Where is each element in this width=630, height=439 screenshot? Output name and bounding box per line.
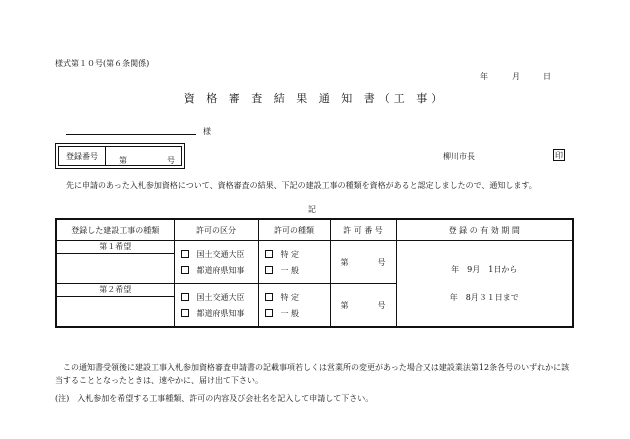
table-header-row	[56, 219, 573, 241]
issuer-name: 柳川市長	[443, 152, 475, 161]
shurui-1b-checkbox[interactable]	[265, 266, 273, 274]
date-day-label: 日	[543, 72, 551, 81]
validity-period	[396, 241, 573, 328]
date-month-label: 月	[512, 72, 520, 81]
header-period: 登 録 の 有 効 期 間	[396, 219, 573, 241]
addressee-suffix: 様	[203, 127, 211, 136]
registration-go: 号	[167, 156, 175, 165]
permit-2-go: 号	[377, 300, 386, 310]
shurui-2a-label: 特 定	[280, 292, 300, 302]
date-year-label: 年	[480, 72, 488, 81]
permit-no-1[interactable]	[331, 257, 396, 268]
shurui-1a-label: 特 定	[280, 249, 300, 259]
pref-2-label: 第２希望	[57, 284, 174, 297]
table-row	[56, 241, 573, 284]
pref-1-label: 第１希望	[57, 241, 174, 254]
shurui-2a-checkbox[interactable]	[265, 293, 273, 301]
registration-dai: 第	[119, 156, 127, 165]
shurui-1b-label: 一 般	[280, 265, 300, 275]
document-title: 資 格 審 査 結 果 通 知 書（工 事）	[183, 92, 447, 105]
addressee-line[interactable]	[66, 134, 196, 135]
header-kubun: 許可の区分	[174, 219, 258, 241]
shurui-2b-checkbox[interactable]	[265, 309, 273, 317]
permit-no-2[interactable]	[331, 300, 396, 311]
kubun-1a-checkbox[interactable]	[181, 250, 189, 258]
registration-label: 登録番号	[59, 147, 106, 165]
period-to: 年 8月３１日まで	[449, 292, 519, 302]
registration-number-box	[55, 143, 185, 169]
kubun-2b-label: 都道府県知事	[196, 308, 245, 318]
kubun-1b-checkbox[interactable]	[181, 266, 189, 274]
kubun-2a-checkbox[interactable]	[181, 293, 189, 301]
shurui-1a-checkbox[interactable]	[265, 250, 273, 258]
period-from: 年 9月 1日から	[451, 264, 518, 274]
seal-box: 印	[555, 150, 563, 160]
qualification-table	[55, 218, 574, 328]
kubun-2b-checkbox[interactable]	[181, 309, 189, 317]
header-shurui: 許可の種類	[258, 219, 330, 241]
notice-paragraph: この通知書受領後に建設工事入札参加資格審査申請書の記載事項若しくは営業所の変更があった場合又は建設業法第12条各号のいずれかに該当することとなったときは、速やかに、届け出て下さい。	[55, 363, 570, 385]
intro-paragraph: 先に申請のあった入札参加資格について、資格審査の結果、下記の建設工事の種類を資格があると認定しましたので、通知します。	[66, 181, 537, 190]
kubun-1b-label: 都道府県知事	[196, 265, 245, 275]
form-number: 様式第１０号(第６条関係)	[55, 59, 150, 68]
kubun-1a-label: 国土交通大臣	[196, 249, 245, 259]
header-kind: 登録した建設工事の種類	[56, 219, 174, 241]
permit-1-dai: 第	[340, 257, 349, 267]
pref-1-input[interactable]	[57, 254, 174, 283]
kubun-2a-label: 国土交通大臣	[196, 292, 245, 302]
note-paragraph: (注) 入札参加を希望する工事種類、許可の内容及び会社名を記入して申請して下さい。	[55, 394, 374, 403]
header-permit-no: 許 可 番 号	[330, 219, 396, 241]
permit-1-go: 号	[377, 257, 386, 267]
shurui-2b-label: 一 般	[280, 308, 300, 318]
pref-2-input[interactable]	[57, 297, 174, 326]
permit-2-dai: 第	[340, 300, 349, 310]
ki-heading: 記	[308, 205, 316, 214]
